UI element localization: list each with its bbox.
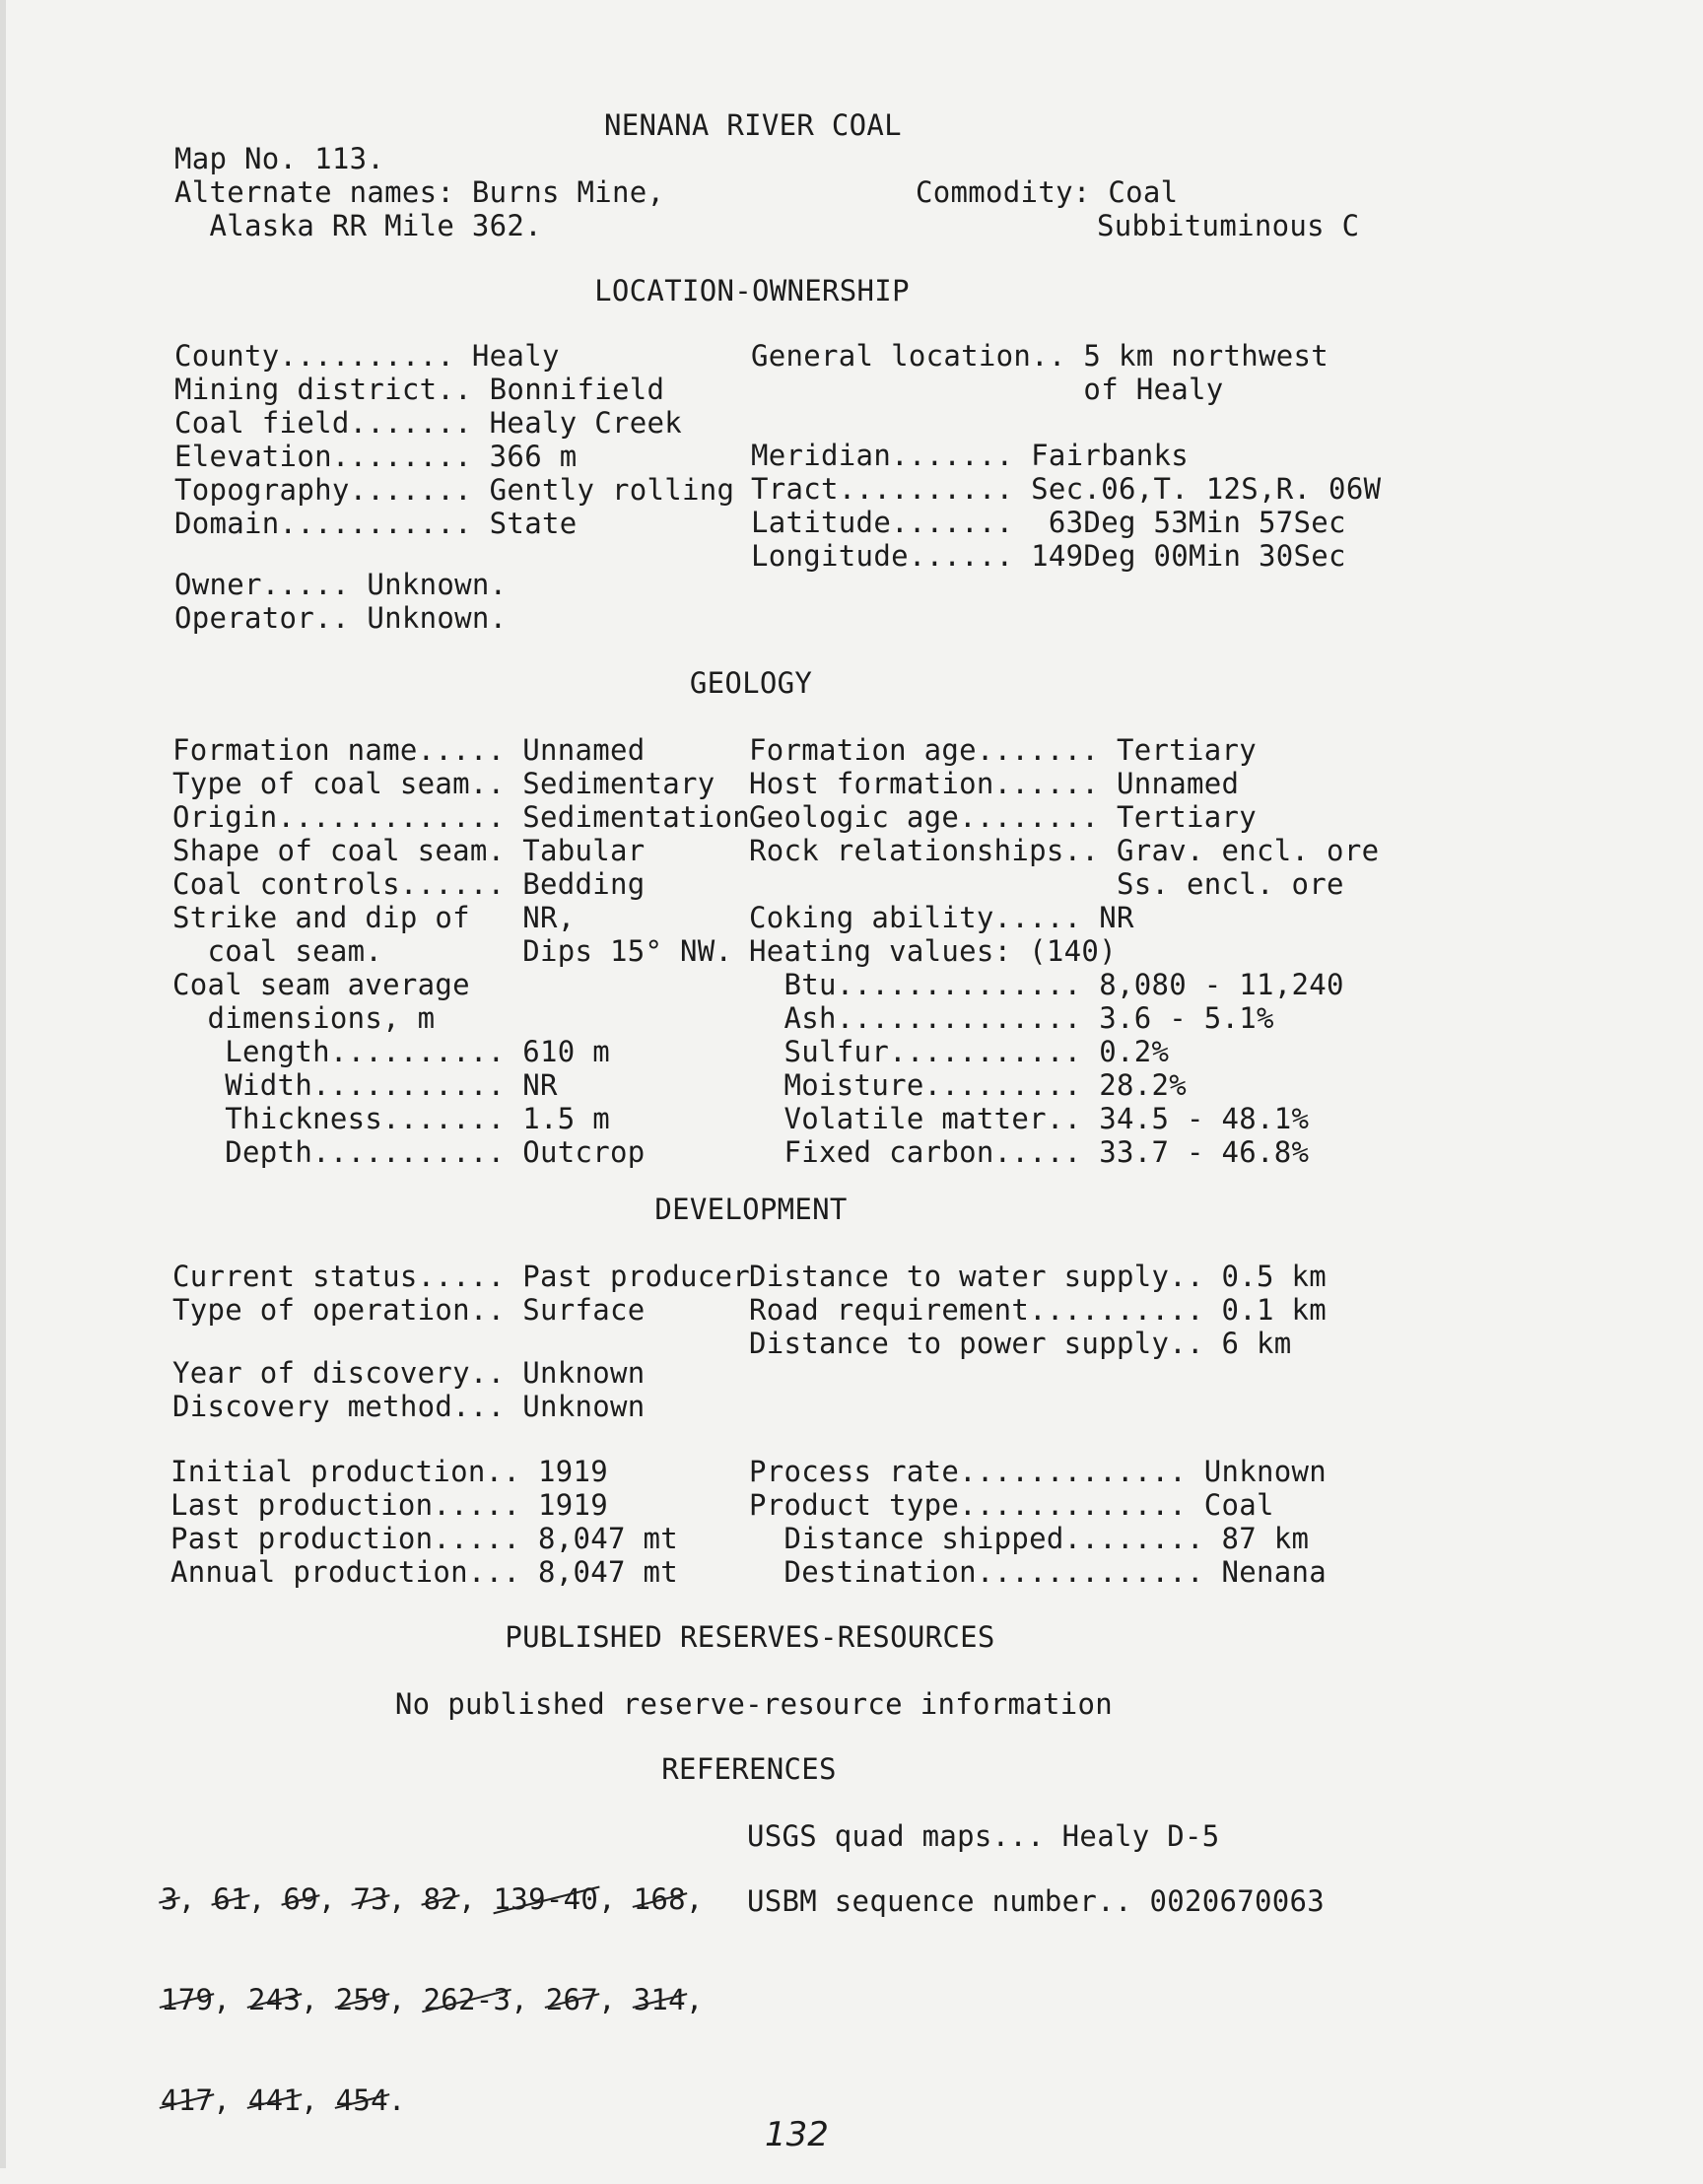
processing-field: Distance shipped........ 87 km (749, 1522, 1310, 1555)
geology-field: Width........... NR (172, 1068, 558, 1102)
reference-number: 73 (353, 1882, 388, 1916)
geology-field: Type of coal seam.. Sedimentary (172, 767, 715, 800)
geology-field: Moisture......... 28.2% (749, 1068, 1187, 1102)
location-field: Coal field....... Healy Creek (174, 406, 683, 440)
geology-right-block (749, 733, 1379, 1169)
usbm-sequence-number: USBM sequence number.. 0020670063 (747, 1884, 1326, 1918)
reference-line: 417, 441, 454. (161, 2083, 406, 2117)
reference-numbers (161, 1815, 704, 2184)
references-heading: REFERENCES (661, 1752, 837, 1786)
reserves-text: No published reserve-resource information (394, 1687, 1114, 1721)
development-status-block (172, 1260, 750, 1327)
reference-number: 168 (633, 1882, 686, 1916)
geology-field: Coking ability..... NR (749, 901, 1134, 934)
operator-field: Operator.. Unknown. (174, 601, 508, 635)
supply-distances-block (749, 1260, 1327, 1360)
reference-line: 3, 61, 69, 73, 82, 139-40, 168, (161, 1882, 704, 1916)
geology-heading: GEOLOGY (689, 666, 813, 700)
location-ownership-heading: LOCATION-OWNERSHIP (594, 274, 910, 307)
page-number: 132 (765, 2115, 829, 2154)
page-title: NENANA RIVER COAL (604, 108, 902, 142)
development-field: Distance to power supply.. 6 km (749, 1327, 1292, 1360)
reference-number: 179 (161, 1983, 214, 2016)
processing-block (749, 1455, 1327, 1589)
location-field: Mining district.. Bonnifield (174, 373, 665, 406)
reference-number: 243 (247, 1983, 302, 2016)
production-block (170, 1455, 678, 1589)
coordinates-block (751, 439, 1381, 573)
geology-field: Origin............. Sedimentation (172, 800, 751, 834)
production-field: Last production..... 1919 (170, 1488, 608, 1522)
reference-number: 454 (335, 2083, 388, 2117)
commodity: Commodity: Coal (916, 175, 1179, 209)
geology-field: Formation name..... Unnamed (172, 733, 646, 767)
development-field: Distance to water supply.. 0.5 km (749, 1260, 1328, 1293)
reference-number: 139-40 (493, 1882, 599, 1916)
geology-field: Length.......... 610 m (172, 1035, 610, 1068)
geology-field: Btu.............. 8,080 - 11,240 (749, 968, 1344, 1001)
production-field: Past production..... 8,047 mt (170, 1522, 679, 1555)
location-field: Longitude...... 149Deg 00Min 30Sec (751, 539, 1346, 573)
reference-number: 69 (283, 1882, 318, 1916)
geology-field: Ash.............. 3.6 - 5.1% (749, 1001, 1274, 1035)
processing-field: Process rate............. Unknown (749, 1455, 1328, 1488)
development-field: Year of discovery.. Unknown (172, 1356, 646, 1390)
reference-number: 259 (335, 1983, 388, 2016)
location-field: County.......... Healy (174, 339, 560, 373)
processing-field: Product type............. Coal (749, 1488, 1274, 1522)
location-field: Meridian....... Fairbanks (751, 439, 1189, 472)
geology-field: Fixed carbon..... 33.7 - 46.8% (749, 1135, 1310, 1169)
development-heading: DEVELOPMENT (654, 1193, 848, 1226)
reference-number: 417 (161, 2083, 214, 2117)
geology-field: Coal controls...... Bedding (172, 867, 646, 901)
location-field: Latitude....... 63Deg 53Min 57Sec (751, 506, 1346, 539)
reference-number: 441 (247, 2083, 302, 2117)
reserves-heading: PUBLISHED RESERVES-RESOURCES (505, 1620, 995, 1654)
commodity-rank: Subbituminous C (1097, 209, 1360, 242)
production-field: Annual production... 8,047 mt (170, 1555, 679, 1589)
geology-field: Depth........... Outcrop (172, 1135, 646, 1169)
geology-field: Thickness....... 1.5 m (172, 1102, 610, 1135)
reference-number: 262-3 (423, 1983, 511, 2016)
reference-number: 61 (213, 1882, 248, 1916)
reference-number: 3 (161, 1882, 178, 1916)
geology-field: Coal seam average (172, 968, 470, 1001)
geology-field: Heating values: (140) (749, 934, 1117, 968)
reference-number: 82 (423, 1882, 459, 1916)
geology-left-block (172, 733, 750, 1169)
general-location-block (751, 339, 1328, 406)
development-field: Current status..... Past producer (172, 1260, 751, 1293)
owner-field: Owner..... Unknown. (174, 568, 508, 601)
geology-field: Strike and dip of NR, (172, 901, 576, 934)
geology-field: Host formation...... Unnamed (749, 767, 1240, 800)
geology-field: Sulfur........... 0.2% (749, 1035, 1170, 1068)
location-field: Elevation........ 366 m (174, 440, 578, 473)
owner-block (174, 568, 507, 635)
location-field: General location.. 5 km northwest (751, 339, 1329, 373)
scan-edge (0, 0, 6, 2168)
location-left-block (174, 339, 734, 540)
map-number: Map No. 113. (174, 142, 385, 175)
development-field: Discovery method... Unknown (172, 1390, 646, 1423)
geology-field: Rock relationships.. Grav. encl. ore (749, 834, 1380, 867)
location-field: Topography....... Gently rolling (174, 473, 735, 507)
geology-field: Volatile matter.. 34.5 - 48.1% (749, 1102, 1310, 1135)
location-field: of Healy (751, 373, 1224, 406)
location-field: Tract.......... Sec.06,T. 12S,R. 06W (751, 472, 1382, 506)
production-field: Initial production.. 1919 (170, 1455, 608, 1488)
alternate-names: Alternate names: Burns Mine, (174, 175, 665, 209)
reference-line: 179, 243, 259, 262-3, 267, 314, (161, 1983, 704, 2016)
reference-number: 267 (545, 1983, 599, 2016)
geology-field: coal seam. Dips 15° NW. (172, 934, 733, 968)
usgs-quad-maps: USGS quad maps... Healy D-5 (747, 1819, 1220, 1853)
location-field: Domain........... State (174, 507, 578, 540)
development-field: Road requirement.......... 0.1 km (749, 1293, 1328, 1327)
discovery-block (172, 1356, 646, 1423)
geology-field: Shape of coal seam. Tabular (172, 834, 646, 867)
reference-number: 314 (633, 1983, 686, 2016)
geology-field: dimensions, m (172, 1001, 436, 1035)
geology-field: Geologic age........ Tertiary (749, 800, 1258, 834)
processing-field: Destination............. Nenana (749, 1555, 1328, 1589)
geology-field: Ss. encl. ore (749, 867, 1344, 901)
development-field: Type of operation.. Surface (172, 1293, 646, 1327)
geology-field: Formation age....... Tertiary (749, 733, 1258, 767)
alternate-names-cont: Alaska RR Mile 362. (174, 209, 542, 242)
